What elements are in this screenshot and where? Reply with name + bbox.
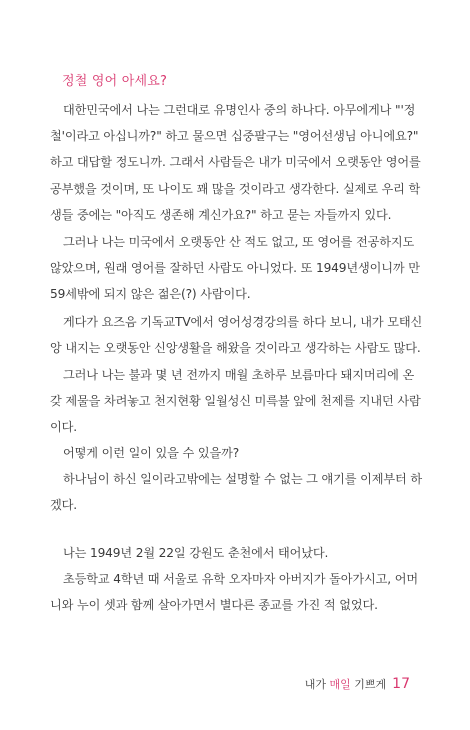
text-line: 생들 중에는 "아직도 생존해 계신가요?" 하고 묻는 자들까지 있다. <box>50 207 392 222</box>
text-line: 이다. <box>50 420 77 435</box>
text-line: 공부했을 것이며, 또 나이도 꽤 많을 것이라고 생각한다. 실제로 우리 학 <box>50 181 421 196</box>
text-line: 나는 1949년 2월 22일 강원도 춘천에서 태어났다. <box>63 546 329 560</box>
text-line: 그러나 나는 불과 몇 년 전까지 매월 초하루 보름마다 돼지머리에 온 <box>63 368 415 382</box>
running-title-accent: 매일 <box>329 678 351 691</box>
paragraph-4 <box>50 362 435 441</box>
text-line: 갖 제물을 차려놓고 천지현황 일월성신 미륵불 앞에 천제를 지내던 사람 <box>50 394 421 409</box>
text-line: 겠다. <box>50 498 77 513</box>
text-line: 하나님이 하신 일이라고밖에는 설명할 수 없는 그 얘기를 이제부터 하 <box>63 472 422 486</box>
running-title-suffix: 기쁘게 <box>350 678 387 691</box>
text-line: 그러나 나는 미국에서 오랫동안 산 적도 없고, 또 영어를 전공하지도 <box>63 235 415 249</box>
paragraph-3 <box>50 309 435 361</box>
text-line: 어떻게 이런 일이 있을 수 있을까? <box>63 446 240 460</box>
text-line: 하고 대답할 정도니까. 그래서 사람들은 내가 미국에서 오랫동안 영어를 <box>50 155 421 170</box>
section-heading: 정철 영어 아세요? <box>62 74 168 89</box>
text-line: 게다가 요즈음 기독교TV에서 영어성경강의를 하다 보니, 내가 모태신 <box>63 315 423 329</box>
text-line: 초등학교 4학년 때 서울로 유학 오자마자 아버지가 돌아가시고, 어머 <box>63 572 418 586</box>
page-footer <box>305 676 410 692</box>
text-line: 앙 내지는 오랫동안 신앙생활을 해왔을 것이라고 생각하는 사람도 많다. <box>50 341 421 356</box>
text-line: 대한민국에서 나는 그런대로 유명인사 중의 하나다. 아무에게나 "'정 <box>63 103 416 117</box>
text-line: 니와 누이 셋과 함께 살아가면서 별다른 종교를 가진 적 없었다. <box>50 598 378 613</box>
paragraph-6 <box>50 466 435 518</box>
paragraph-1 <box>50 97 435 228</box>
paragraph-8 <box>50 566 435 618</box>
text-line: 59세밖에 되지 않은 젊은(?) 사람이다. <box>50 287 251 302</box>
paragraph-5 <box>50 440 435 466</box>
text-line: 않았으며, 원래 영어를 잘하던 사람도 아니었다. 또 1949년생이니까 만 <box>50 261 420 276</box>
text-line: 철'이라고 아십니까?" 하고 물으면 십중팔구는 "영어선생님 아니에요?" <box>50 129 419 144</box>
running-title-prefix: 내가 <box>304 678 330 691</box>
paragraph-2 <box>50 229 435 308</box>
paragraph-7 <box>50 540 435 566</box>
page-number: 17 <box>392 676 410 692</box>
